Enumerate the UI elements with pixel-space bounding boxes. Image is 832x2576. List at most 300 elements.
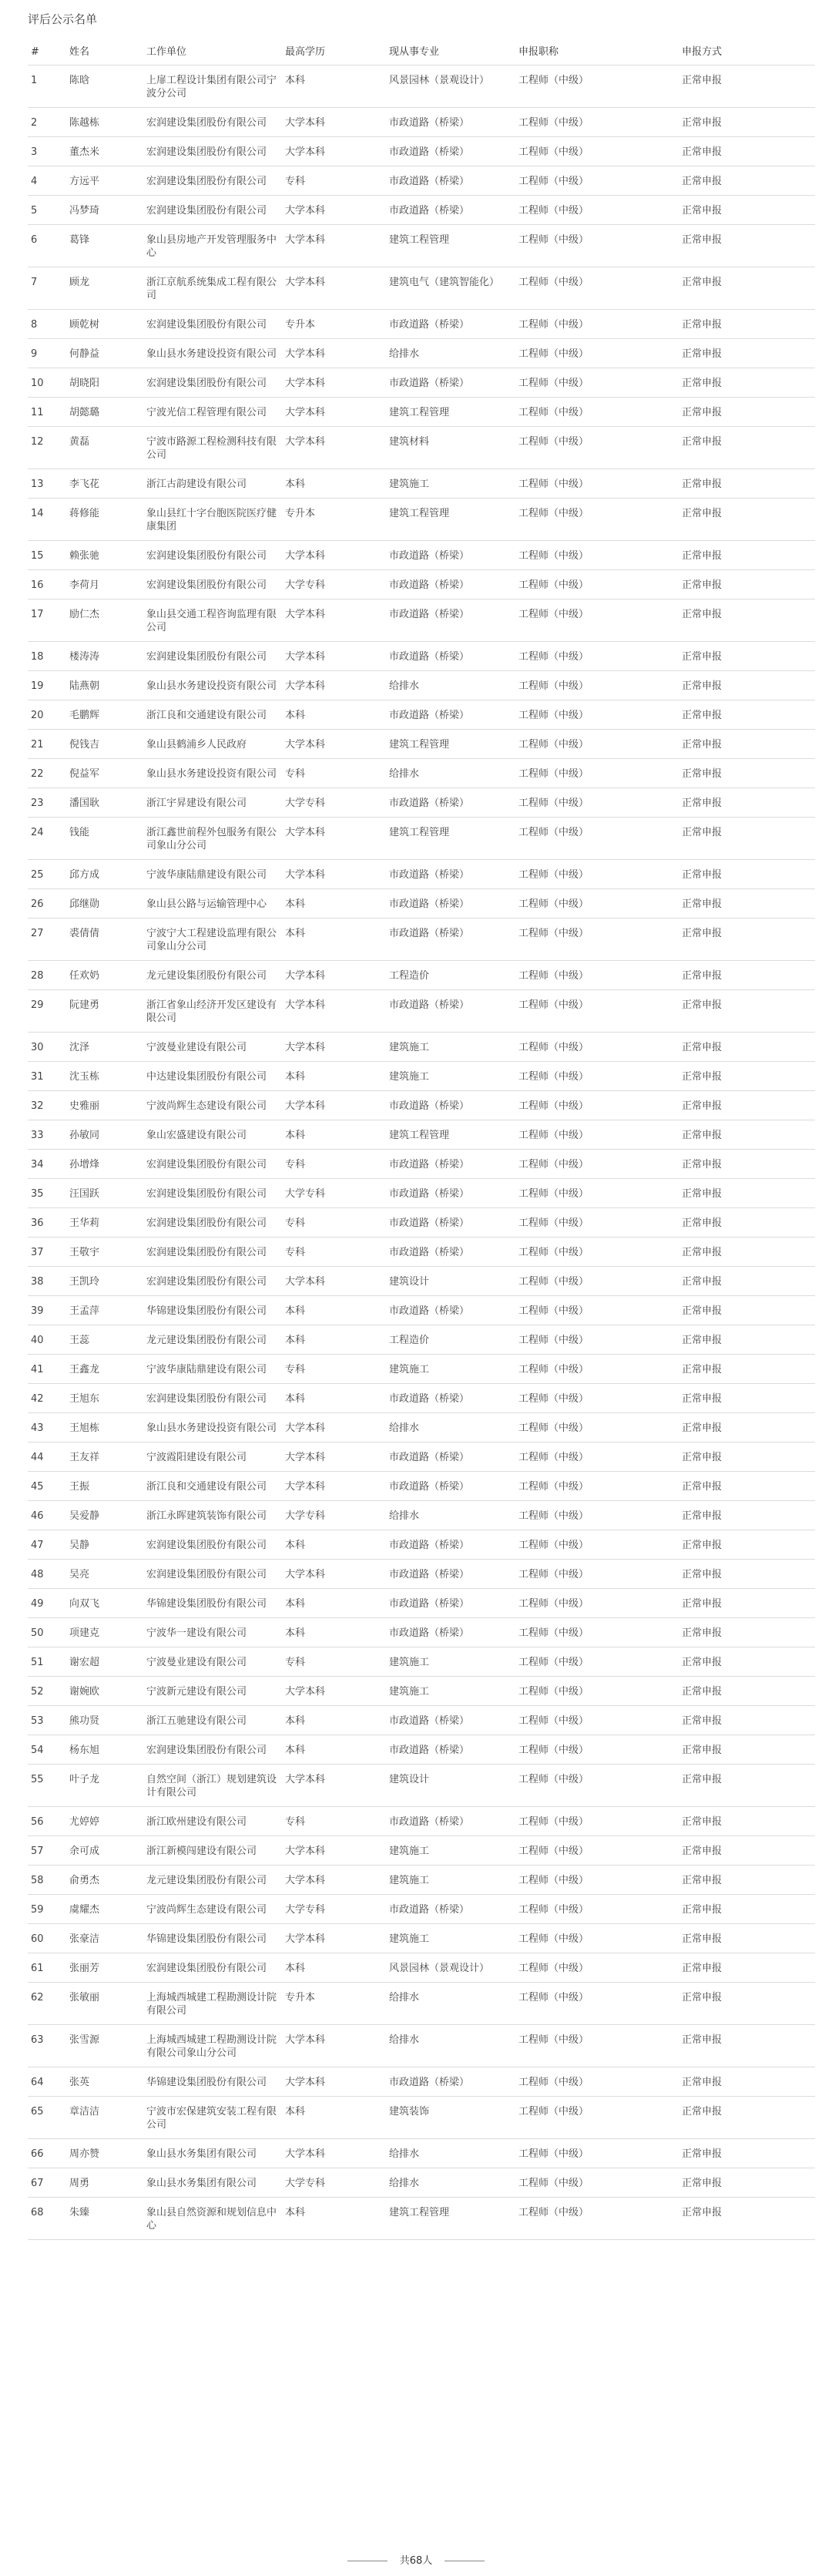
cell-method: 正常申报 [679,2067,815,2097]
cell-name: 向双飞 [66,1589,143,1618]
cell-education: 大学本科 [282,225,386,267]
cell-name: 周亦赞 [66,2139,143,2168]
cell-name: 余可成 [66,1836,143,1866]
table-row [28,1325,815,1355]
cell-employer: 宁波新元建设有限公司 [143,1677,282,1706]
table-row [28,1530,815,1560]
cell-index: 2 [28,108,66,137]
cell-title: 工程师（中级） [515,1208,679,1238]
cell-employer: 宁波曼业建设有限公司 [143,1033,282,1062]
cell-method: 正常申报 [679,1836,815,1866]
cell-method: 正常申报 [679,1589,815,1618]
cell-specialty: 建筑电气（建筑智能化） [386,267,515,310]
cell-method: 正常申报 [679,398,815,427]
cell-name: 陈晗 [66,65,143,108]
cell-name: 熊功贤 [66,1706,143,1735]
cell-education: 本科 [282,1062,386,1091]
cell-index: 57 [28,1836,66,1866]
cell-index: 36 [28,1208,66,1238]
cell-education: 专科 [282,1238,386,1267]
cell-index: 38 [28,1267,66,1296]
cell-index: 40 [28,1325,66,1355]
cell-title: 工程师（中级） [515,1120,679,1150]
cell-employer: 龙元建设集团股份有限公司 [143,1866,282,1895]
cell-index: 5 [28,196,66,225]
cell-index: 61 [28,1953,66,1983]
cell-name: 何静益 [66,339,143,368]
cell-method: 正常申报 [679,1120,815,1150]
cell-index: 55 [28,1765,66,1807]
table-row [28,2067,815,2097]
cell-method: 正常申报 [679,196,815,225]
cell-index: 64 [28,2067,66,2097]
cell-specialty: 市政道路（桥梁） [386,1735,515,1765]
cell-employer: 宏润建设集团股份有限公司 [143,1267,282,1296]
cell-index: 51 [28,1647,66,1677]
cell-name: 王华莉 [66,1208,143,1238]
table-row [28,1267,815,1296]
cell-name: 李飞花 [66,469,143,499]
table-row [28,398,815,427]
cell-title: 工程师（中级） [515,1677,679,1706]
cell-employer: 宏润建设集团股份有限公司 [143,196,282,225]
cell-title: 工程师（中级） [515,1501,679,1530]
cell-specialty: 给排水 [386,2139,515,2168]
cell-name: 张雪源 [66,2025,143,2067]
cell-title: 工程师（中级） [515,599,679,642]
cell-title: 工程师（中级） [515,1866,679,1895]
cell-name: 王旭东 [66,1384,143,1413]
cell-education: 本科 [282,469,386,499]
cell-title: 工程师（中级） [515,1983,679,2025]
cell-name: 吴亮 [66,1560,143,1589]
table-row [28,368,815,398]
cell-title: 工程师（中级） [515,1924,679,1953]
cell-employer: 宁波曼业建设有限公司 [143,1647,282,1677]
cell-employer: 象山县公路与运输管理中心 [143,889,282,919]
cell-index: 43 [28,1413,66,1442]
cell-title: 工程师（中级） [515,1735,679,1765]
table-row [28,990,815,1033]
cell-index: 7 [28,267,66,310]
cell-title: 工程师（中级） [515,427,679,469]
cell-education: 大学本科 [282,1413,386,1442]
cell-index: 42 [28,1384,66,1413]
cell-method: 正常申报 [679,1895,815,1924]
table-row [28,1472,815,1501]
cell-name: 裘倩倩 [66,919,143,961]
cell-name: 方远平 [66,166,143,196]
cell-specialty: 市政道路（桥梁） [386,1091,515,1120]
cell-method: 正常申报 [679,1953,815,1983]
table-row [28,1677,815,1706]
cell-index: 32 [28,1091,66,1120]
cell-method: 正常申报 [679,137,815,166]
cell-specialty: 市政道路（桥梁） [386,1895,515,1924]
cell-specialty: 市政道路（桥梁） [386,1208,515,1238]
cell-employer: 中达建设集团股份有限公司 [143,1062,282,1091]
cell-education: 大学本科 [282,1924,386,1953]
cell-name: 谢宏超 [66,1647,143,1677]
table-row [28,1033,815,1062]
table-row [28,1953,815,1983]
cell-index: 39 [28,1296,66,1325]
cell-education: 本科 [282,2097,386,2139]
cell-employer: 宏润建设集团股份有限公司 [143,1530,282,1560]
cell-education: 本科 [282,65,386,108]
cell-index: 53 [28,1706,66,1735]
cell-name: 毛鹏辉 [66,700,143,730]
cell-method: 正常申报 [679,671,815,700]
cell-name: 王鑫龙 [66,1355,143,1384]
cell-index: 35 [28,1179,66,1208]
cell-name: 王蕊 [66,1325,143,1355]
cell-education: 本科 [282,1325,386,1355]
cell-title: 工程师（中级） [515,700,679,730]
cell-specialty: 市政道路（桥梁） [386,700,515,730]
cell-name: 顾龙 [66,267,143,310]
cell-title: 工程师（中级） [515,1033,679,1062]
cell-education: 大学本科 [282,1033,386,1062]
cell-specialty: 给排水 [386,1983,515,2025]
cell-title: 工程师（中级） [515,1560,679,1589]
cell-employer: 象山县水务建设投资有限公司 [143,671,282,700]
cell-employer: 象山县水务建设投资有限公司 [143,339,282,368]
cell-specialty: 给排水 [386,339,515,368]
cell-specialty: 建筑施工 [386,1836,515,1866]
cell-title: 工程师（中级） [515,1091,679,1120]
cell-index: 45 [28,1472,66,1501]
cell-name: 周勇 [66,2168,143,2198]
cell-index: 30 [28,1033,66,1062]
header-name: 姓名 [66,35,143,65]
cell-employer: 龙元建设集团股份有限公司 [143,961,282,990]
cell-specialty: 建筑工程管理 [386,2198,515,2240]
cell-index: 29 [28,990,66,1033]
cell-employer: 浙江欧州建设有限公司 [143,1807,282,1836]
cell-specialty: 市政道路（桥梁） [386,2067,515,2097]
cell-education: 本科 [282,889,386,919]
cell-title: 工程师（中级） [515,990,679,1033]
cell-employer: 浙江五驰建设有限公司 [143,1706,282,1735]
cell-method: 正常申报 [679,1091,815,1120]
cell-education: 大学本科 [282,1866,386,1895]
cell-education: 本科 [282,1589,386,1618]
cell-education: 大学专科 [282,570,386,599]
cell-name: 王敬宇 [66,1238,143,1267]
cell-specialty: 建筑工程管理 [386,1120,515,1150]
cell-specialty: 给排水 [386,2025,515,2067]
cell-employer: 宏润建设集团股份有限公司 [143,570,282,599]
cell-index: 56 [28,1807,66,1836]
cell-education: 大学本科 [282,398,386,427]
cell-title: 工程师（中级） [515,225,679,267]
cell-education: 本科 [282,1706,386,1735]
cell-name: 王振 [66,1472,143,1501]
cell-index: 12 [28,427,66,469]
table-row [28,339,815,368]
table-row [28,730,815,759]
cell-name: 王旭栋 [66,1413,143,1442]
table-row [28,788,815,818]
cell-name: 李荷月 [66,570,143,599]
cell-method: 正常申报 [679,1033,815,1062]
cell-name: 俞勇杰 [66,1866,143,1895]
cell-education: 大学本科 [282,2139,386,2168]
table-row [28,642,815,671]
cell-index: 48 [28,1560,66,1589]
cell-specialty: 工程造价 [386,1325,515,1355]
header-title: 申报职称 [515,35,679,65]
table-row [28,1150,815,1179]
cell-method: 正常申报 [679,339,815,368]
cell-title: 工程师（中级） [515,860,679,889]
cell-title: 工程师（中级） [515,1706,679,1735]
table-row [28,499,815,541]
cell-title: 工程师（中级） [515,196,679,225]
cell-index: 18 [28,642,66,671]
cell-title: 工程师（中级） [515,1238,679,1267]
cell-title: 工程师（中级） [515,889,679,919]
cell-name: 叶子龙 [66,1765,143,1807]
cell-method: 正常申报 [679,1325,815,1355]
cell-name: 吴爱静 [66,1501,143,1530]
cell-index: 8 [28,310,66,339]
cell-method: 正常申报 [679,1208,815,1238]
table-row [28,1895,815,1924]
table-row [28,1442,815,1472]
cell-index: 11 [28,398,66,427]
table-row [28,541,815,570]
cell-method: 正常申报 [679,919,815,961]
cell-education: 专升本 [282,499,386,541]
cell-employer: 浙江京航系统集成工程有限公司 [143,267,282,310]
cell-employer: 宏润建设集团股份有限公司 [143,137,282,166]
cell-method: 正常申报 [679,2025,815,2067]
cell-index: 46 [28,1501,66,1530]
cell-specialty: 市政道路（桥梁） [386,541,515,570]
cell-method: 正常申报 [679,570,815,599]
cell-title: 工程师（中级） [515,541,679,570]
cell-title: 工程师（中级） [515,1413,679,1442]
cell-specialty: 建筑工程管理 [386,499,515,541]
cell-title: 工程师（中级） [515,1150,679,1179]
cell-education: 专科 [282,1807,386,1836]
table-row [28,1238,815,1267]
cell-employer: 宁波华康陆鼎建设有限公司 [143,1355,282,1384]
cell-education: 大学本科 [282,2067,386,2097]
cell-name: 张豪洁 [66,1924,143,1953]
cell-education: 大学专科 [282,1501,386,1530]
table-row [28,137,815,166]
table-row [28,267,815,310]
cell-method: 正常申报 [679,788,815,818]
cell-employer: 宁波华康陆鼎建设有限公司 [143,860,282,889]
table-row [28,860,815,889]
cell-index: 68 [28,2198,66,2240]
cell-index: 23 [28,788,66,818]
cell-title: 工程师（中级） [515,1530,679,1560]
cell-index: 41 [28,1355,66,1384]
table-row [28,1866,815,1895]
cell-education: 本科 [282,919,386,961]
cell-title: 工程师（中级） [515,499,679,541]
cell-specialty: 建筑设计 [386,1267,515,1296]
cell-index: 6 [28,225,66,267]
cell-method: 正常申报 [679,1647,815,1677]
table-row [28,700,815,730]
cell-method: 正常申报 [679,759,815,788]
footer [0,2552,832,2567]
cell-method: 正常申报 [679,1560,815,1589]
cell-name: 王友祥 [66,1442,143,1472]
cell-index: 25 [28,860,66,889]
cell-method: 正常申报 [679,961,815,990]
cell-education: 大学本科 [282,730,386,759]
cell-education: 大学本科 [282,1442,386,1472]
cell-method: 正常申报 [679,642,815,671]
cell-name: 赖张驰 [66,541,143,570]
cell-education: 大学本科 [282,860,386,889]
cell-method: 正常申报 [679,225,815,267]
cell-employer: 宁波尚辉生态建设有限公司 [143,1091,282,1120]
cell-method: 正常申报 [679,1765,815,1807]
cell-name: 尤婷婷 [66,1807,143,1836]
cell-education: 大学本科 [282,137,386,166]
cell-name: 倪钱吉 [66,730,143,759]
cell-name: 汪国跃 [66,1179,143,1208]
cell-title: 工程师（中级） [515,1442,679,1472]
cell-specialty: 市政道路（桥梁） [386,196,515,225]
table-row [28,196,815,225]
cell-name: 胡晓阳 [66,368,143,398]
cell-name: 潘国耿 [66,788,143,818]
table-row [28,1501,815,1530]
cell-specialty: 建筑施工 [386,1866,515,1895]
table-row [28,1836,815,1866]
cell-employer: 象山县水务建设投资有限公司 [143,759,282,788]
cell-education: 大学本科 [282,2025,386,2067]
cell-employer: 浙江良和交通建设有限公司 [143,700,282,730]
cell-index: 14 [28,499,66,541]
cell-method: 正常申报 [679,860,815,889]
table-row [28,1179,815,1208]
cell-employer: 浙江古韵建设有限公司 [143,469,282,499]
cell-education: 大学本科 [282,1560,386,1589]
cell-employer: 华锦建设集团股份有限公司 [143,2067,282,2097]
cell-title: 工程师（中级） [515,310,679,339]
cell-education: 专科 [282,1208,386,1238]
cell-education: 大学本科 [282,1765,386,1807]
cell-method: 正常申报 [679,818,815,860]
cell-name: 张英 [66,2067,143,2097]
table-row [28,1413,815,1442]
table-row [28,2025,815,2067]
cell-employer: 上扉工程设计集团有限公司宁波分公司 [143,65,282,108]
table-row [28,818,815,860]
cell-employer: 宏润建设集团股份有限公司 [143,642,282,671]
table-row [28,469,815,499]
cell-index: 44 [28,1442,66,1472]
cell-employer: 象山县水务集团有限公司 [143,2168,282,2198]
cell-name: 黄磊 [66,427,143,469]
cell-method: 正常申报 [679,65,815,108]
cell-employer: 华锦建设集团股份有限公司 [143,1589,282,1618]
cell-specialty: 给排水 [386,2168,515,2198]
cell-employer: 宏润建设集团股份有限公司 [143,310,282,339]
cell-employer: 宁波宁大工程建设监理有限公司象山分公司 [143,919,282,961]
cell-title: 工程师（中级） [515,1267,679,1296]
header-employer: 工作单位 [143,35,282,65]
cell-employer: 宏润建设集团股份有限公司 [143,1384,282,1413]
cell-index: 31 [28,1062,66,1091]
cell-education: 本科 [282,1384,386,1413]
cell-specialty: 市政道路（桥梁） [386,860,515,889]
cell-name: 章洁洁 [66,2097,143,2139]
cell-specialty: 市政道路（桥梁） [386,1472,515,1501]
cell-name: 孙敏同 [66,1120,143,1150]
cell-employer: 宏润建设集团股份有限公司 [143,1179,282,1208]
cell-employer: 宏润建设集团股份有限公司 [143,1208,282,1238]
cell-method: 正常申报 [679,1924,815,1953]
cell-title: 工程师（中级） [515,1472,679,1501]
cell-specialty: 建筑设计 [386,1765,515,1807]
cell-employer: 华锦建设集团股份有限公司 [143,1296,282,1325]
cell-title: 工程师（中级） [515,339,679,368]
cell-education: 大学本科 [282,990,386,1033]
cell-employer: 象山县红十字台胞医院医疗健康集团 [143,499,282,541]
cell-index: 19 [28,671,66,700]
cell-employer: 宏润建设集团股份有限公司 [143,1150,282,1179]
cell-education: 专升本 [282,310,386,339]
cell-education: 大学专科 [282,788,386,818]
cell-name: 葛锋 [66,225,143,267]
cell-employer: 宏润建设集团股份有限公司 [143,368,282,398]
cell-name: 朱臻 [66,2198,143,2240]
cell-employer: 宏润建设集团股份有限公司 [143,1560,282,1589]
cell-education: 本科 [282,700,386,730]
cell-title: 工程师（中级） [515,137,679,166]
cell-index: 16 [28,570,66,599]
table-row [28,2168,815,2198]
cell-name: 钱能 [66,818,143,860]
cell-method: 正常申报 [679,1442,815,1472]
cell-employer: 龙元建设集团股份有限公司 [143,1325,282,1355]
table-row [28,1091,815,1120]
cell-employer: 象山县水务建设投资有限公司 [143,1413,282,1442]
cell-name: 邱继勋 [66,889,143,919]
cell-specialty: 市政道路（桥梁） [386,889,515,919]
table-row [28,1208,815,1238]
cell-title: 工程师（中级） [515,730,679,759]
cell-title: 工程师（中级） [515,642,679,671]
cell-employer: 宏润建设集团股份有限公司 [143,1953,282,1983]
cell-specialty: 建筑施工 [386,1033,515,1062]
cell-education: 大学本科 [282,368,386,398]
cell-specialty: 市政道路（桥梁） [386,1296,515,1325]
header-specialty: 现从事专业 [386,35,515,65]
cell-education: 本科 [282,1735,386,1765]
cell-specialty: 建筑工程管理 [386,225,515,267]
cell-specialty: 建筑装饰 [386,2097,515,2139]
cell-method: 正常申报 [679,1267,815,1296]
cell-index: 27 [28,919,66,961]
cell-name: 陆燕朝 [66,671,143,700]
cell-education: 大学本科 [282,671,386,700]
cell-index: 24 [28,818,66,860]
table-row [28,225,815,267]
cell-index: 49 [28,1589,66,1618]
